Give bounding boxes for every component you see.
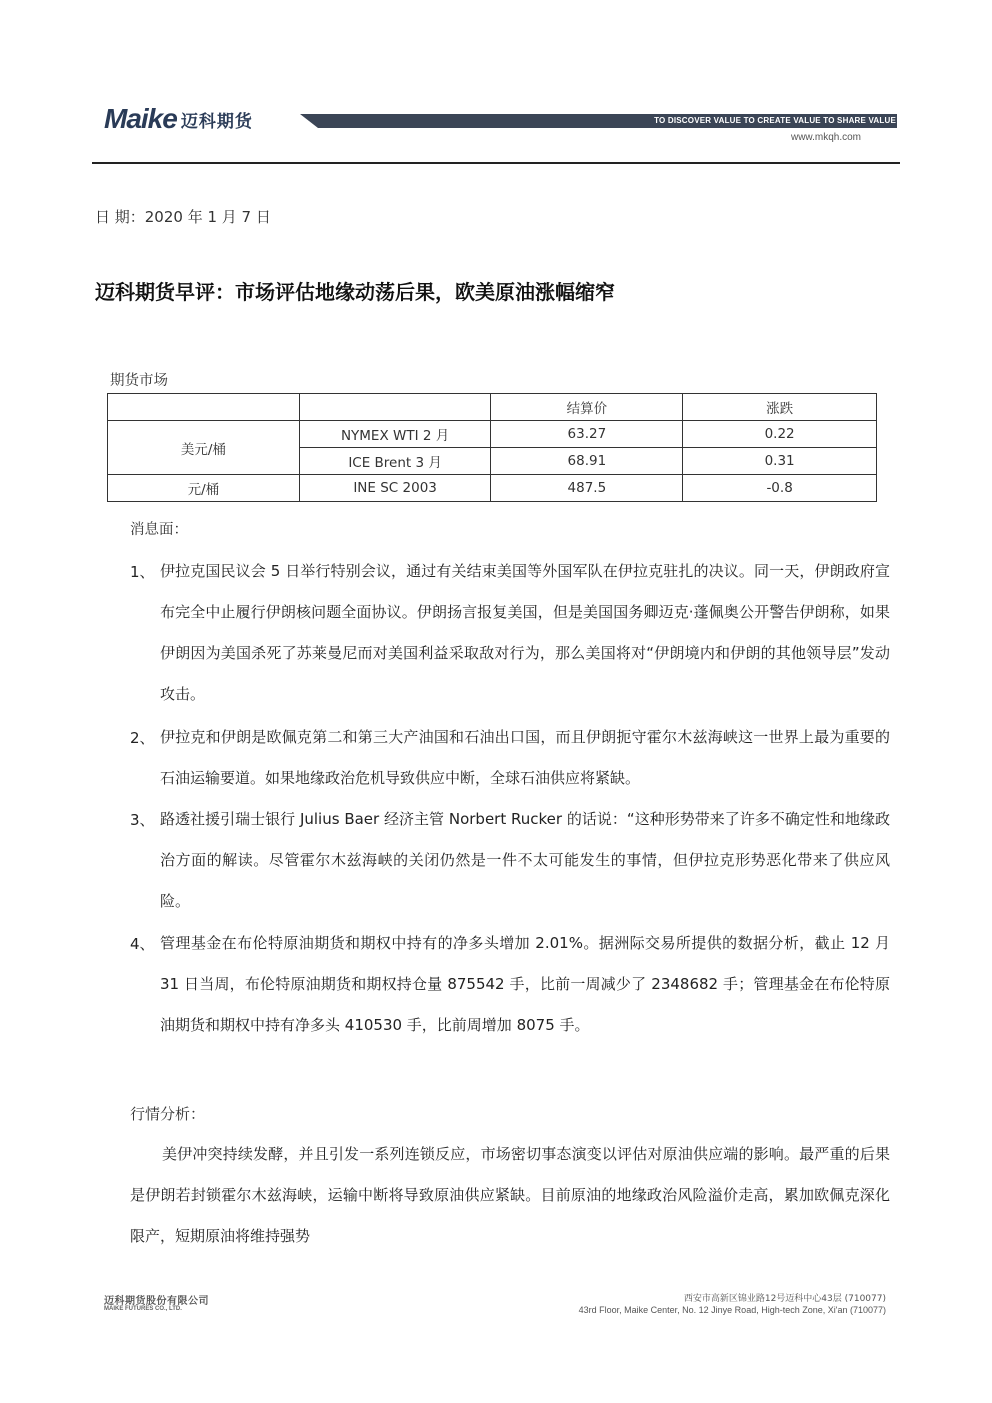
futures-market-label: 期货市场 bbox=[110, 373, 168, 389]
news-item-text: 路透社援引瑞士银行 Julius Baer 经济主管 Norbert Rucker 的话说：“这种形势带来了许多不确定性和地缘政治方面的解读。尽管霍尔木兹海峡的关闭仍然是一件不太可能发生的事情，但伊拉克形势恶化带来了供应风险。 bbox=[160, 810, 890, 910]
company-logo bbox=[104, 104, 253, 134]
slogan-text: TO DISCOVER VALUE TO CREATE VALUE TO SHARE VALUE bbox=[654, 116, 896, 125]
logo-wordmark: Maike bbox=[104, 103, 177, 134]
contract-cell: ICE Brent 3 月 bbox=[299, 448, 491, 475]
table-header-row bbox=[108, 394, 877, 421]
footer-address-en: 43rd Floor, Maike Center, No. 12 Jinye Road, High-tech Zone, Xi'an (710077) bbox=[578, 1305, 886, 1315]
news-item-number: 4、 bbox=[130, 935, 155, 953]
unit-cell: 元/桶 bbox=[108, 475, 300, 502]
settle-cell: 63.27 bbox=[491, 421, 683, 448]
report-date: 日 期：2020 年 1 月 7 日 bbox=[95, 208, 271, 226]
table-header-cell bbox=[299, 394, 491, 421]
table-header-cell bbox=[108, 394, 300, 421]
news-item bbox=[130, 561, 890, 715]
unit-cell: 美元/桶 bbox=[108, 421, 300, 475]
news-item bbox=[130, 727, 890, 799]
analysis-section-label: 行情分析： bbox=[130, 1105, 206, 1123]
news-item bbox=[130, 809, 890, 922]
contract-cell: INE SC 2003 bbox=[299, 475, 491, 502]
news-section-label: 消息面： bbox=[130, 522, 188, 538]
news-item-number: 2、 bbox=[130, 729, 155, 747]
footer-company-cn: 迈科期货股份有限公司 bbox=[104, 1296, 209, 1307]
table-header-cell: 涨跌 bbox=[683, 394, 877, 421]
header-divider bbox=[92, 162, 900, 164]
news-item-number: 3、 bbox=[130, 811, 155, 829]
table-row bbox=[108, 421, 877, 448]
news-item-text: 管理基金在布伦特原油期货和期权中持有的净多头增加 2.01%。据洲际交易所提供的数据分析，截止 12 月 31 日当周，布伦特原油期货和期权持仓量 875542 手，比前一周减少了 2348682 手；管理基金在布伦特原油期货和期权中持有净多头 410530 手，比前周增加 8075 手。 bbox=[160, 934, 890, 1034]
news-item-number: 1、 bbox=[130, 563, 155, 581]
table-row bbox=[108, 475, 877, 502]
footer-address-cn: 西安市高新区锦业路12号迈科中心43层 (710077) bbox=[683, 1294, 886, 1304]
change-cell: 0.22 bbox=[683, 421, 877, 448]
analysis-paragraph: 美伊冲突持续发酵，并且引发一系列连锁反应，市场密切事态演变以评估对原油供应端的影响。最严重的后果是伊朗若封锁霍尔木兹海峡，运输中断将导致原油供应紧缺。目前原油的地缘政治风险溢价走高，累加欧佩克深化限产，短期原油将维持强势 bbox=[130, 1145, 890, 1245]
table-header-cell: 结算价 bbox=[491, 394, 683, 421]
logo-cn-name: 迈科期货 bbox=[180, 111, 253, 132]
news-item bbox=[130, 933, 890, 1046]
change-cell: 0.31 bbox=[683, 448, 877, 475]
contract-cell: NYMEX WTI 2 月 bbox=[299, 421, 491, 448]
settle-cell: 487.5 bbox=[491, 475, 683, 502]
news-item-text: 伊拉克国民议会 5 日举行特别会议，通过有关结束美国等外国军队在伊拉克驻扎的决议。同一天，伊朗政府宣布完全中止履行伊朗核问题全面协议。伊朗扬言报复美国，但是美国国务卿迈克·蓬佩奥公开警告伊朗称，如果伊朗因为美国杀死了苏莱曼尼而对美国利益采取敌对行为，那么美国将对“伊朗境内和伊朗的其他领导层”发动攻击。 bbox=[160, 562, 890, 703]
report-title: 迈科期货早评：市场评估地缘动荡后果，欧美原油涨幅缩窄 bbox=[95, 280, 615, 304]
news-item-text: 伊拉克和伊朗是欧佩克第二和第三大产油国和石油出口国，而且伊朗扼守霍尔木兹海峡这一世界上最为重要的石油运输要道。如果地缘政治危机导致供应中断，全球石油供应将紧缺。 bbox=[160, 728, 890, 787]
settle-cell: 68.91 bbox=[491, 448, 683, 475]
website-url: www.mkqh.com bbox=[790, 132, 861, 143]
change-cell: -0.8 bbox=[683, 475, 877, 502]
price-table bbox=[107, 393, 877, 502]
footer-company-en: MAIKE FUTURES CO., LTD. bbox=[104, 1306, 182, 1312]
